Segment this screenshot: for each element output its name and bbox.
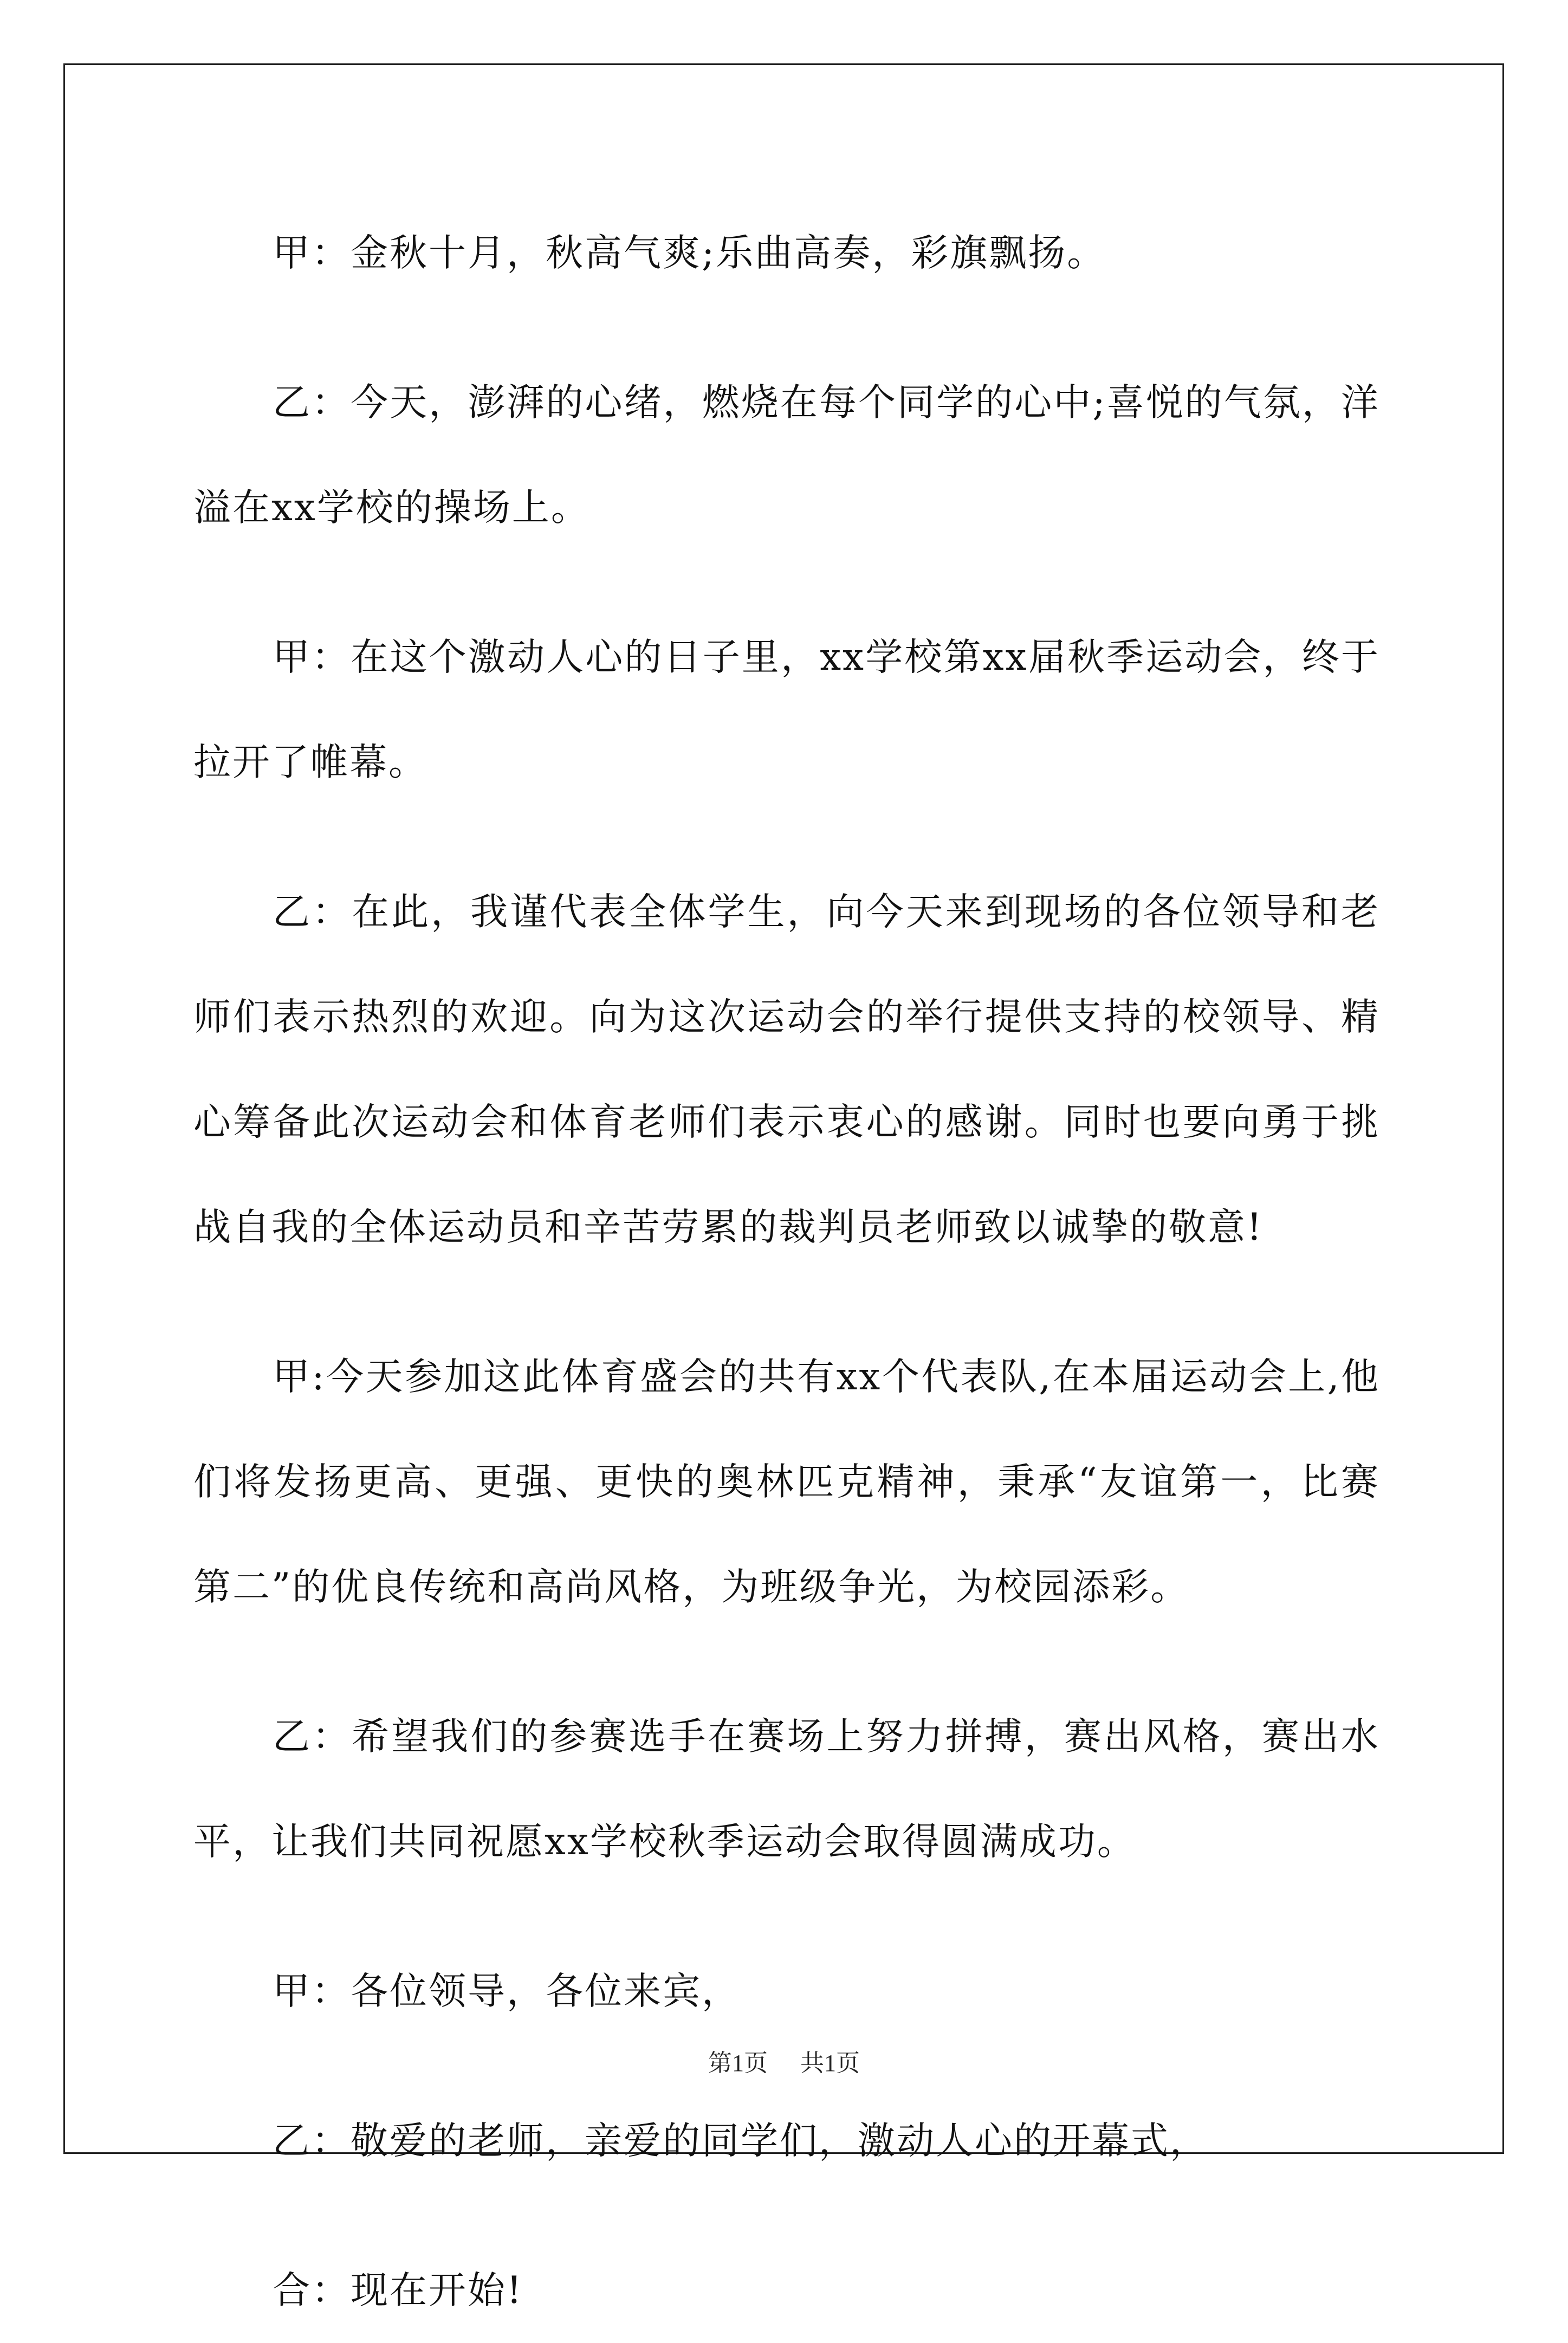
page-footer: [0, 2047, 1568, 2080]
paragraph: 甲：在这个激动人心的日子里，xx学校第xx届秋季运动会，终于拉开了帷幕。: [193, 636, 1380, 784]
paragraph: 乙：今天，澎湃的心绪，燃烧在每个同学的心中;喜悦的气氛，洋溢在xx学校的操场上。: [193, 381, 1380, 529]
paragraph: 甲:今天参加这此体育盛会的共有xx个代表队,在本届运动会上,他们将发扬更高、更强、更快的奥林匹克精神，秉承“友谊第一，比赛第二”的优良传统和高尚风格，为班级争光，为校园添彩。: [193, 1355, 1380, 1609]
page-number: 第1页: [708, 2050, 768, 2076]
paragraph: 甲：各位领导，各位来宾，: [273, 1970, 741, 2013]
paragraph: 乙：希望我们的参赛选手在赛场上努力拼搏，赛出风格，赛出水平，让我们共同祝愿xx学校秋季运动会取得圆满成功。: [193, 1715, 1380, 1863]
document-body: [193, 200, 1380, 2343]
page-total: 共1页: [800, 2050, 860, 2076]
paragraph: 甲：金秋十月，秋高气爽;乐曲高奏，彩旗飘扬。: [273, 231, 1106, 275]
paragraph: 乙：敬爱的老师，亲爱的同学们，激动人心的开幕式，: [273, 2119, 1209, 2163]
paragraph: 合：现在开始!: [273, 2269, 523, 2312]
paragraph: 乙：在此，我谨代表全体学生，向今天来到现场的各位领导和老师们表示热烈的欢迎。向为这次运动会的举行提供支持的校领导、精心筹备此次运动会和体育老师们表示衷心的感谢。同时也要向勇于挑战自我的全体运动员和辛苦劳累的裁判员老师致以诚挚的敬意!: [193, 890, 1380, 1249]
